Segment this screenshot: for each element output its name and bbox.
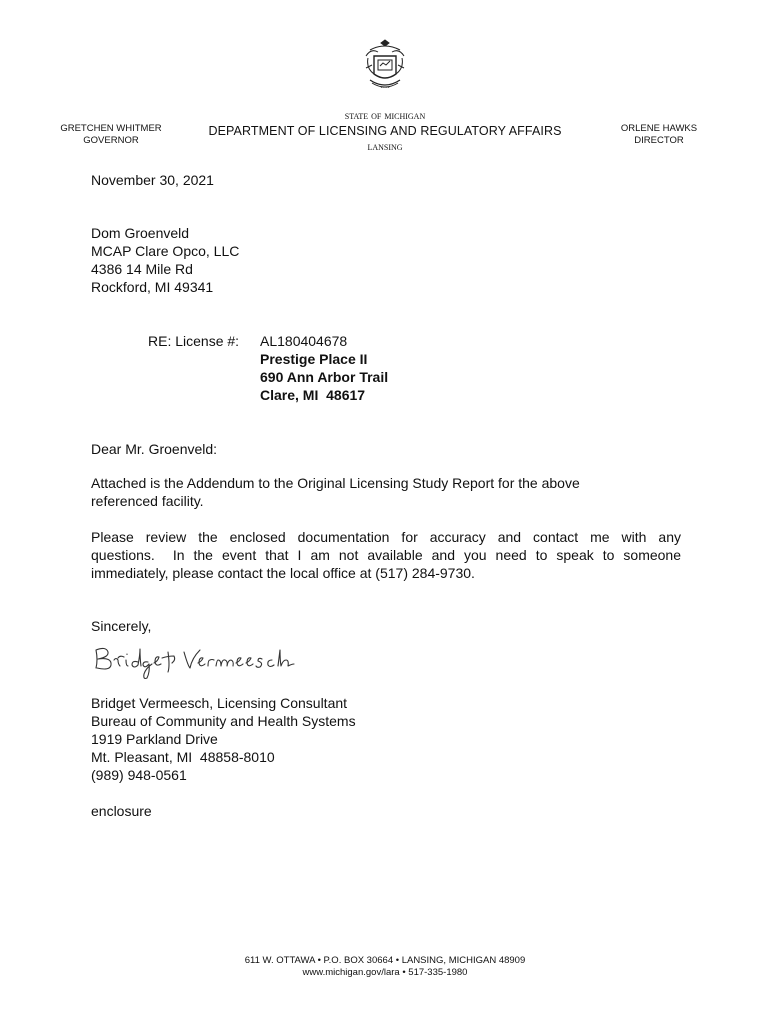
facility-city: Clare, MI 48617 [260, 387, 366, 403]
facility-name: Prestige Place II [260, 351, 368, 367]
governor-title: GOVERNOR [83, 135, 139, 146]
paragraph-2 [91, 528, 681, 582]
signer-street: 1919 Parkland Drive [91, 731, 218, 747]
director-block [606, 123, 712, 147]
director-name: ORLENE HAWKS [620, 123, 698, 134]
footer-contact: www.michigan.gov/lara • 517-335-1980 [302, 967, 468, 978]
handwritten-signature [88, 636, 298, 680]
signer-city: Mt. Pleasant, MI 48858-8010 [91, 749, 275, 765]
recipient-street: 4386 14 Mile Rd [91, 261, 193, 277]
signer-bureau: Bureau of Community and Health Systems [91, 713, 356, 729]
letter-date: November 30, 2021 [91, 172, 214, 188]
paragraph-1 [91, 474, 681, 510]
recipient-city: Rockford, MI 49341 [91, 279, 214, 295]
signer-phone: (989) 948-0561 [91, 767, 187, 783]
facility-street: 690 Ann Arbor Trail [260, 369, 389, 385]
paragraph-1-line-1: Attached is the Addendum to the Original Licensing Study Report for the above [91, 475, 580, 491]
signer-block [91, 694, 356, 784]
department-name: DEPARTMENT OF LICENSING AND REGULATORY AFFAIRS [208, 124, 562, 138]
city-line [190, 139, 580, 154]
city-line-text: lansing [367, 139, 403, 153]
recipient-name: Dom Groenveld [91, 225, 190, 241]
re-details [260, 332, 388, 404]
michigan-seal-icon [360, 36, 410, 94]
salutation: Dear Mr. Groenveld: [91, 441, 218, 457]
closing: Sincerely, [91, 618, 152, 634]
footer-address: 611 W. OTTAWA • P.O. BOX 30664 • LANSING, MICHIGAN 48909 [244, 955, 526, 966]
paragraph-2-line-3: immediately, please contact the local office at (517) 284-9730. [91, 565, 475, 581]
director-title: DIRECTOR [634, 135, 684, 146]
state-line-text: state of michigan [344, 108, 426, 122]
agency-header [190, 108, 580, 154]
signer-name-title: Bridget Vermeesch, Licensing Consultant [91, 695, 348, 711]
recipient-address [91, 224, 239, 296]
paragraph-1-line-2: referenced facility. [91, 493, 204, 509]
paragraph-2-line-1: Please review the enclosed documentation for accuracy and contact me with any [91, 529, 681, 545]
license-number: AL180404678 [260, 333, 348, 349]
paragraph-2-line-2: questions. In the event that I am not available and you need to speak to someone [91, 547, 681, 563]
state-line [190, 108, 580, 123]
governor-block [52, 123, 170, 147]
svg-text:●●●●●: ●●●●● [380, 85, 390, 89]
recipient-company: MCAP Clare Opco, LLC [91, 243, 240, 259]
enclosure-note: enclosure [91, 803, 152, 819]
page-footer [150, 955, 620, 979]
re-label: RE: License #: [148, 333, 240, 349]
governor-name: GRETCHEN WHITMER [60, 123, 162, 134]
